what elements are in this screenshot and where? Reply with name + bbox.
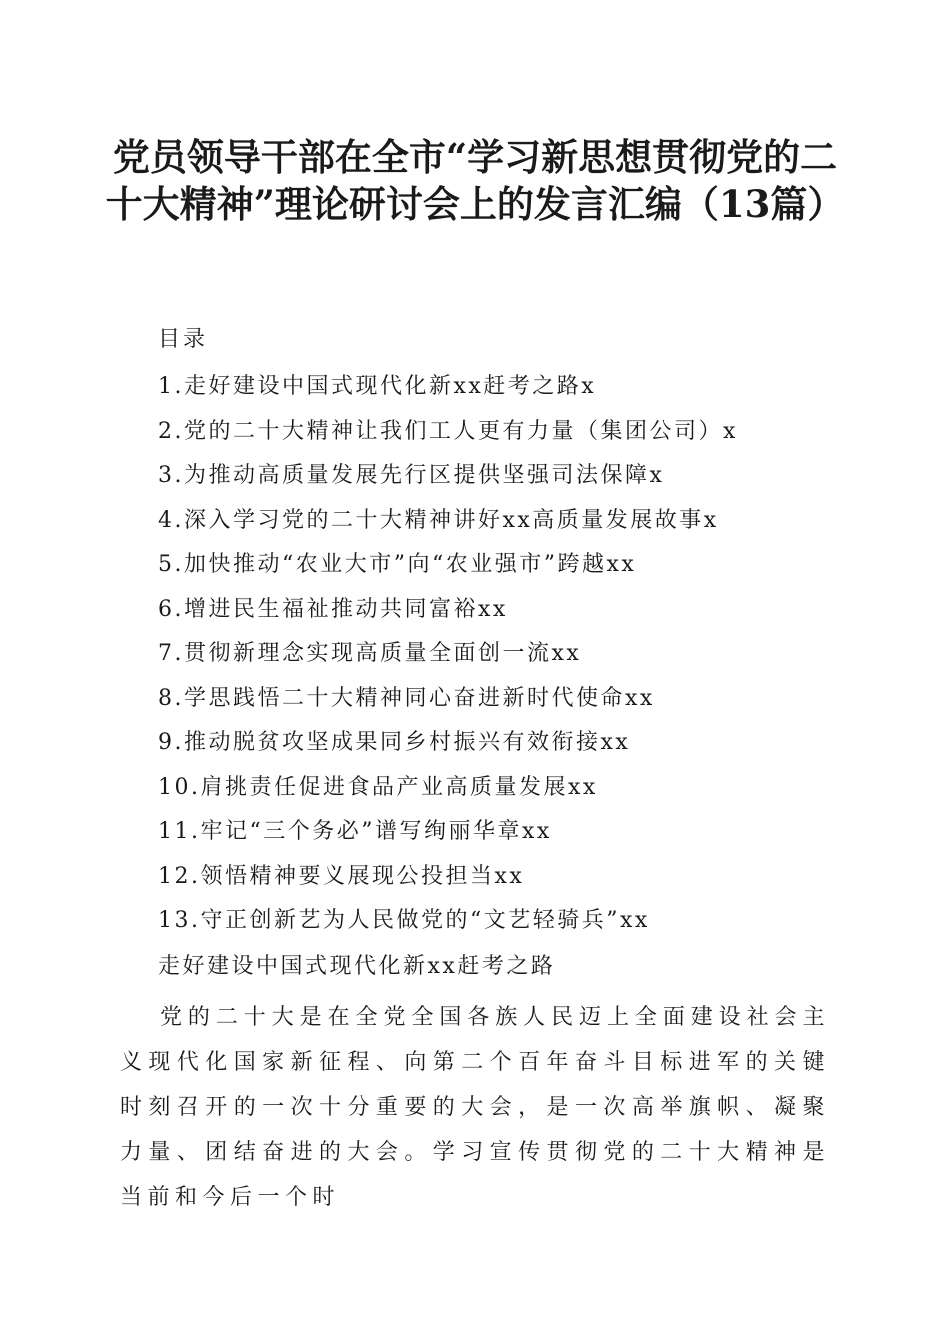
toc-item: 3.为推动高质量发展先行区提供坚强司法保障x [158, 463, 665, 488]
document-title: 党员领导干部在全市“学习新思想贯彻党的二十大精神”理论研讨会上的发言汇编（13篇） [105, 135, 845, 226]
toc-item: 10.肩挑责任促进食品产业高质量发展xx [158, 774, 598, 800]
toc-item: 4.深入学习党的二十大精神讲好xx高质量发展故事x [158, 507, 719, 533]
toc-item: 11.牢记“三个务必”谱写绚丽华章xx [158, 819, 552, 844]
section-title: 走好建设中国式现代化新xx赶考之路 [158, 954, 556, 979]
toc-item: 6.增进民生福祉推动共同富裕xx [158, 596, 508, 622]
toc-item: 13.守正创新艺为人民做党的“文艺轻骑兵”xx [158, 908, 650, 933]
toc-item: 1.走好建设中国式现代化新xx赶考之路x [158, 374, 597, 399]
toc-item: 7.贯彻新理念实现高质量全面创一流xx [158, 641, 582, 666]
toc-item: 12.领悟精神要义展现公投担当xx [158, 863, 525, 889]
toc-item: 9.推动脱贫攻坚成果同乡村振兴有效衔接xx [158, 730, 631, 755]
toc-heading: 目录 [158, 327, 209, 352]
toc-item: 5.加快推动“农业大市”向“农业强市”跨越xx [158, 552, 637, 577]
toc-item: 8.学思践悟二十大精神同心奋进新时代使命xx [158, 685, 655, 711]
toc-item: 2.党的二十大精神让我们工人更有力量（集团公司）x [158, 418, 738, 444]
table-of-contents [158, 370, 738, 949]
body-paragraph: 党的二十大是在全党全国各族人民迈上全面建设社会主义现代化国家新征程、向第二个百年奋斗目标进军的关键时刻召开的一次十分重要的大会，是一次高举旗帜、凝聚力量、团结奋进的大会。学习宣传贯彻党的二十大精神是当前和今后一个时 [120, 1005, 830, 1210]
